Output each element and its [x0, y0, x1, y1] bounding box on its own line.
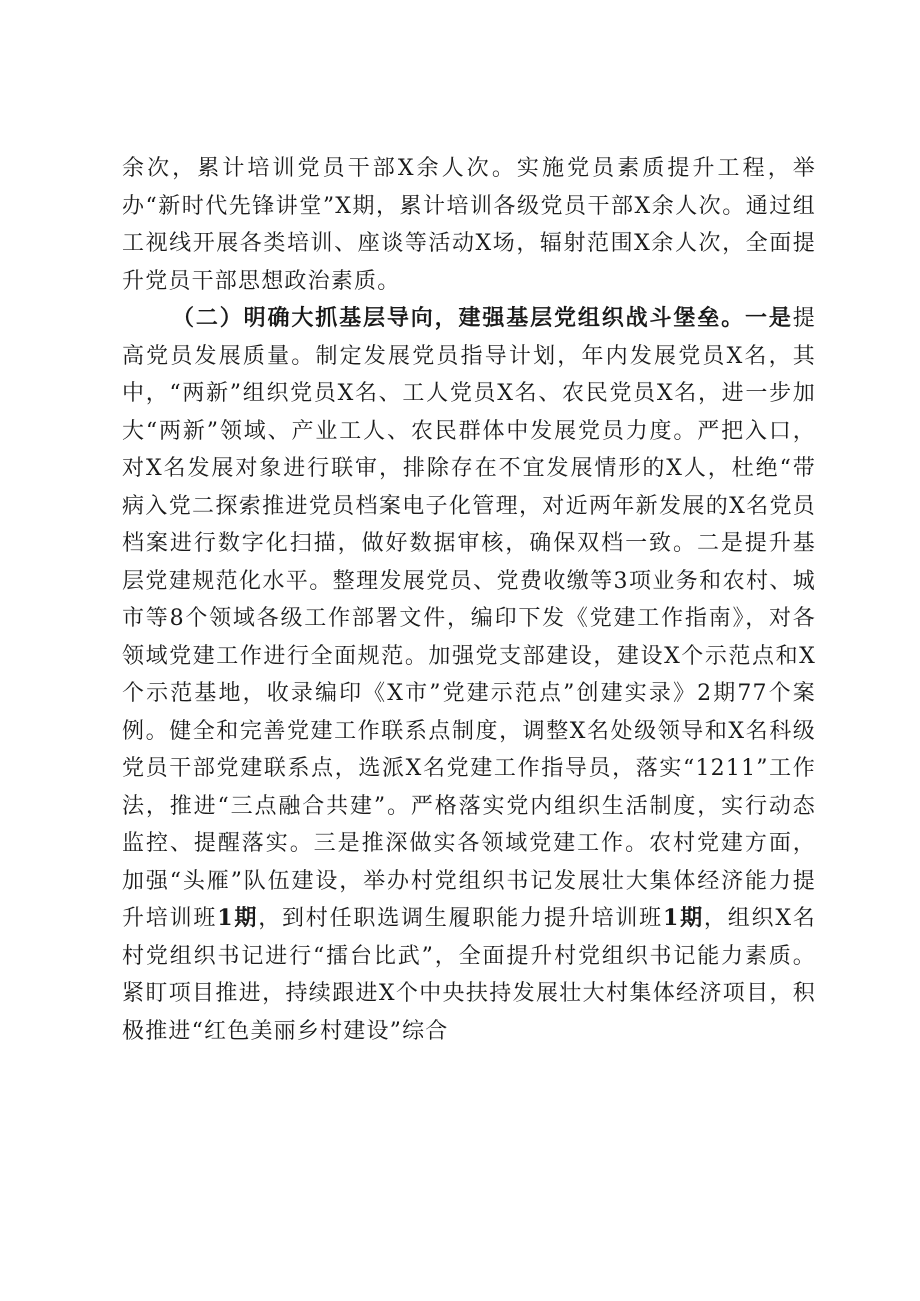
paragraph-continuation: 余次，累计培训党员干部X余人次。实施党员素质提升工程，举办“新时代先锋讲堂”X期，累计培训各级党员干部X余人次。通过组工视线开展各类培训、座谈等活动X场，辐射范围X余人次，全面提升党员干部思想政治素质。 [122, 156, 816, 294]
paragraph-body-part-b: ，到村任职选调生履职能力提升培训班 [258, 906, 663, 931]
paragraph-section-two [122, 300, 816, 1050]
document-body [122, 150, 816, 1050]
paragraph-body-part-c: ，组织X名村党组织书记进行“擂台比武”，全面提升村党组织书记能力素质。紧盯项目推进，持续跟进X个中央扶持发展壮大村集体经济项目，积极推进“红色美丽乡村建设”综合 [122, 906, 816, 1044]
paragraph-body-part-a: 提高党员发展质量。制定发展党员指导计划，年内发展党员X名，其中，“两新”组织党员X名、工人党员X名、农民党员X名，进一步加大“两新”领域、产业工人、农民群体中发展党员力度。严把入口，对X名发展对象进行联审，排除存在不宜发展情形的X人，杜绝“带病入党二探索推进党员档案电子化管理，对近两年新发展的X名党员档案进行数字化扫描，做好数据审核，确保双档一致。二是提升基层党建规范化水平。整理发展党员、党费收缴等3项业务和农村、城市等8个领域各级工作部署文件，编印下发《党建工作指南》，对各领域党建工作进行全面规范。加强党支部建设，建设X个示范点和X个示范基地，收录编印《X市”党建示范点”创建实录》2期77个案例。健全和完善党建工作联系点制度，调整X名处级领导和X名科级党员干部党建联系点，选派X名党建工作指导员，落实“1211”工作法，推进“三点融合共建”。严格落实党内组织生活制度，实行动态监控、提醒落实。三是推深做实各领域党建工作。农村党建方面，加强“头雁”队伍建设，举办村党组织书记发展壮大集体经济能力提升培训班 [122, 306, 816, 931]
bold-count-2: 1期 [662, 905, 704, 931]
bold-count-1: 1期 [217, 905, 259, 931]
section-heading: （二）明确大抓基层导向，建强基层党组织战斗堡垒。一是 [172, 305, 793, 331]
